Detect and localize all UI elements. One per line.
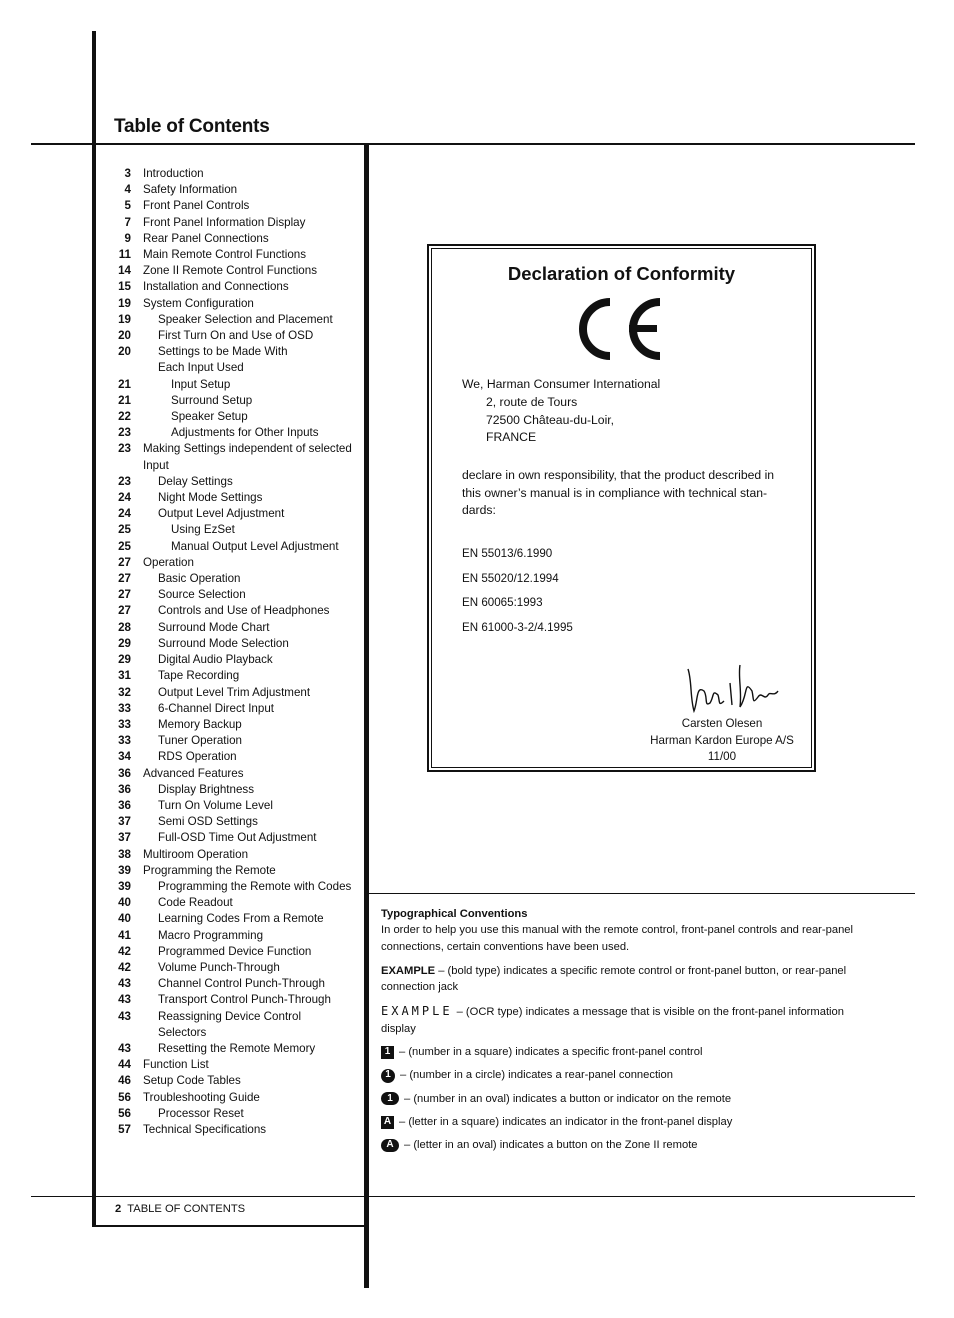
signer-name: Carsten Olesen bbox=[681, 717, 763, 730]
toc-entry-label: Memory Backup bbox=[158, 717, 242, 731]
toc-page-number: 19 bbox=[118, 312, 131, 326]
toc-entry bbox=[108, 425, 363, 441]
toc-entry bbox=[108, 312, 363, 328]
toc-page-number: 20 bbox=[118, 329, 131, 343]
toc-entry-label: Output Level Trim Adjustment bbox=[158, 685, 311, 699]
toc-page-number: 40 bbox=[118, 912, 131, 926]
toc-entry-label: Troubleshooting Guide bbox=[143, 1090, 260, 1104]
footer-rule bbox=[31, 1196, 915, 1197]
toc-page-number: 27 bbox=[118, 604, 131, 618]
toc-entry-label: Making Settings independent of selected bbox=[143, 442, 352, 456]
toc-page-number: 56 bbox=[118, 1106, 131, 1120]
toc-entry-label: Each Input Used bbox=[158, 361, 244, 375]
toc-entry bbox=[108, 1073, 363, 1089]
bold-convention bbox=[381, 963, 881, 996]
toc-entry-label: Input bbox=[143, 458, 169, 472]
toc-entry bbox=[108, 166, 363, 182]
footer-bottom-rule bbox=[92, 1225, 366, 1227]
toc-entry-label: Adjustments for Other Inputs bbox=[171, 426, 319, 440]
toc-entry-label: Digital Audio Playback bbox=[158, 653, 273, 667]
toc-entry bbox=[108, 571, 363, 587]
page-title: Table of Contents bbox=[114, 116, 270, 137]
conventions-heading: Typographical Conventions bbox=[381, 908, 528, 920]
toc-page-number: 32 bbox=[118, 685, 131, 699]
toc-entry-label: Processor Reset bbox=[158, 1106, 244, 1120]
toc-entry bbox=[108, 1106, 363, 1122]
toc-entry-label: Tuner Operation bbox=[158, 734, 242, 748]
toc-page-number: 11 bbox=[118, 248, 131, 262]
toc-page-number: 37 bbox=[118, 815, 131, 829]
toc-entry bbox=[108, 458, 363, 474]
toc-page-number: 31 bbox=[118, 669, 131, 683]
toc-entry-label: Technical Specifications bbox=[143, 1122, 267, 1136]
toc-page-number: 36 bbox=[118, 782, 131, 796]
toc-page-number: 19 bbox=[118, 296, 131, 310]
toc-page-number: 33 bbox=[118, 701, 131, 715]
toc-entry bbox=[108, 377, 363, 393]
toc-entry bbox=[108, 1122, 363, 1138]
toc-entry bbox=[108, 830, 363, 846]
toc-entry-label: Introduction bbox=[143, 167, 204, 180]
toc-page-number: 33 bbox=[118, 717, 131, 731]
ocr-example-term: EXAMPLE bbox=[381, 1004, 453, 1019]
toc-page-number: 41 bbox=[118, 928, 131, 942]
toc-entry bbox=[108, 182, 363, 198]
declaration-box bbox=[427, 244, 816, 772]
toc-entry bbox=[108, 636, 363, 652]
toc-entry bbox=[108, 506, 363, 522]
toc-entry bbox=[108, 814, 363, 830]
conventions-intro: In order to help you use this manual with the remote control, front-panel controls and rear-panel connections, certain conventions have been used. bbox=[381, 924, 853, 953]
ce-mark-icon bbox=[574, 296, 664, 367]
toc-entry-label: Rear Panel Connections bbox=[143, 231, 269, 245]
toc-entry bbox=[108, 798, 363, 814]
toc-entry-label: Settings to be Made With bbox=[158, 345, 288, 359]
toc-entry bbox=[108, 263, 363, 279]
toc-list bbox=[108, 166, 363, 1138]
convention-item-text: – (number in a square) indicates a specific front-panel control bbox=[399, 1046, 703, 1059]
standard-item: EN 55013/6.1990 bbox=[462, 547, 553, 560]
toc-entry-label: Basic Operation bbox=[158, 572, 241, 586]
toc-entry bbox=[108, 555, 363, 571]
toc-page-number: 22 bbox=[118, 410, 131, 424]
toc-page-number: 29 bbox=[118, 636, 131, 650]
toc-entry-label: Surround Setup bbox=[171, 393, 253, 407]
toc-entry-label: First Turn On and Use of OSD bbox=[158, 329, 314, 343]
toc-page-number: 34 bbox=[118, 750, 131, 764]
toc-entry-label: Front Panel Information Display bbox=[143, 215, 306, 229]
toc-entry-label: Front Panel Controls bbox=[143, 199, 250, 213]
toc-entry-label: Semi OSD Settings bbox=[158, 815, 258, 829]
toc-page-number: 36 bbox=[118, 798, 131, 812]
toc-page-number: 25 bbox=[118, 523, 131, 537]
toc-entry bbox=[108, 409, 363, 425]
standards-list bbox=[462, 547, 573, 645]
center-vertical-rule bbox=[364, 144, 369, 1288]
toc-entry-label: Zone II Remote Control Functions bbox=[143, 264, 317, 278]
letter-in-square-icon: A bbox=[381, 1116, 394, 1129]
toc-entry bbox=[108, 960, 363, 976]
toc-page-number: 7 bbox=[124, 215, 131, 229]
address-line: 72500 Château-du-Loir, bbox=[486, 412, 615, 427]
toc-entry-label: Speaker Setup bbox=[171, 410, 248, 424]
signatory-block bbox=[632, 716, 812, 766]
address-block bbox=[462, 376, 660, 447]
toc-page-number: 21 bbox=[118, 393, 131, 407]
toc-entry bbox=[108, 928, 363, 944]
toc-entry bbox=[108, 539, 363, 555]
toc-page-number: 23 bbox=[118, 474, 131, 488]
convention-item bbox=[381, 1067, 881, 1083]
toc-entry bbox=[108, 1057, 363, 1073]
toc-page-number: 14 bbox=[118, 264, 131, 278]
toc-page-number bbox=[108, 1025, 131, 1041]
toc-page-number: 39 bbox=[118, 879, 131, 893]
toc-page-number: 3 bbox=[124, 167, 131, 180]
toc-entry bbox=[108, 847, 363, 863]
signature-date: 11/00 bbox=[707, 750, 737, 763]
toc-entry-label: Setup Code Tables bbox=[143, 1074, 241, 1088]
toc-page-number: 43 bbox=[118, 1041, 131, 1055]
toc-page-number: 4 bbox=[124, 183, 131, 197]
address-line: We, Harman Consumer International bbox=[462, 377, 661, 391]
toc-entry bbox=[108, 231, 363, 247]
toc-page-number: 21 bbox=[118, 377, 131, 391]
toc-page-number: 46 bbox=[118, 1074, 131, 1088]
letter-in-oval-icon: A bbox=[381, 1139, 399, 1152]
toc-entry-label: Reassigning Device Control bbox=[158, 1009, 302, 1023]
toc-entry bbox=[108, 441, 363, 457]
toc-page-number bbox=[108, 360, 131, 376]
toc-entry-label: Channel Control Punch-Through bbox=[158, 977, 325, 991]
toc-entry bbox=[108, 198, 363, 214]
number-in-circle-icon: 1 bbox=[381, 1069, 395, 1083]
toc-entry-label: Function List bbox=[143, 1058, 209, 1072]
toc-entry-label: RDS Operation bbox=[158, 750, 237, 764]
toc-page-number: 28 bbox=[118, 620, 131, 634]
toc-entry bbox=[108, 522, 363, 538]
toc-entry bbox=[108, 1025, 363, 1041]
address-line: FRANCE bbox=[486, 430, 537, 445]
toc-entry-label: Main Remote Control Functions bbox=[143, 248, 307, 262]
toc-entry-label: Display Brightness bbox=[158, 782, 255, 796]
toc-page-number: 20 bbox=[118, 345, 131, 359]
toc-page-number: 27 bbox=[118, 555, 131, 569]
toc-entry-label: Programming the Remote bbox=[143, 863, 276, 877]
toc-entry bbox=[108, 685, 363, 701]
toc-entry-label: Surround Mode Chart bbox=[158, 620, 270, 634]
standard-item: EN 60065:1993 bbox=[462, 596, 543, 609]
toc-page-number: 24 bbox=[118, 507, 131, 521]
toc-entry bbox=[108, 992, 363, 1008]
toc-entry-label: Transport Control Punch-Through bbox=[158, 993, 331, 1007]
toc-page-number: 9 bbox=[124, 231, 131, 245]
toc-entry-label: Safety Information bbox=[143, 183, 238, 197]
toc-entry-label: Volume Punch-Through bbox=[158, 960, 280, 974]
toc-entry-label: Source Selection bbox=[158, 588, 246, 602]
toc-entry bbox=[108, 717, 363, 733]
convention-item bbox=[381, 1114, 881, 1130]
toc-entry bbox=[108, 1090, 363, 1106]
toc-entry bbox=[108, 976, 363, 992]
convention-item bbox=[381, 1091, 881, 1107]
toc-entry-label: Delay Settings bbox=[158, 474, 233, 488]
toc-entry-label: Programmed Device Function bbox=[158, 944, 312, 958]
bold-example-desc: – (bold type) indicates a specific remote control or front-panel button, or rear-panel connection jack bbox=[381, 964, 847, 994]
header-rule bbox=[31, 143, 915, 145]
toc-entry-label: Code Readout bbox=[158, 896, 233, 910]
toc-page-number: 44 bbox=[118, 1058, 131, 1072]
toc-entry bbox=[108, 668, 363, 684]
toc-entry bbox=[108, 587, 363, 603]
toc-entry bbox=[108, 1009, 363, 1025]
convention-item-text: – (number in a circle) indicates a rear-panel connection bbox=[400, 1069, 673, 1082]
standard-item: EN 55020/12.1994 bbox=[462, 571, 559, 585]
toc-entry-label: Multiroom Operation bbox=[143, 847, 249, 861]
convention-item-text: – (letter in an oval) indicates a button on the Zone II remote bbox=[404, 1139, 698, 1152]
toc-entry bbox=[108, 360, 363, 376]
toc-entry bbox=[108, 279, 363, 295]
toc-entry bbox=[108, 296, 363, 312]
toc-entry bbox=[108, 393, 363, 409]
toc-entry bbox=[108, 490, 363, 506]
conventions-rule bbox=[369, 893, 915, 894]
toc-entry bbox=[108, 328, 363, 344]
toc-page-number: 57 bbox=[118, 1122, 131, 1136]
toc-page-number: 5 bbox=[124, 199, 131, 213]
toc-entry-label: Resetting the Remote Memory bbox=[158, 1041, 316, 1055]
toc-entry-label: Tape Recording bbox=[158, 669, 240, 683]
toc-entry bbox=[108, 782, 363, 798]
toc-entry bbox=[108, 620, 363, 636]
signer-company: Harman Kardon Europe A/S bbox=[650, 733, 794, 747]
toc-page-number: 23 bbox=[118, 442, 131, 456]
number-in-oval-icon: 1 bbox=[381, 1092, 399, 1105]
toc-entry bbox=[108, 749, 363, 765]
toc-page-number: 23 bbox=[118, 426, 131, 440]
toc-entry bbox=[108, 733, 363, 749]
toc-page-number: 24 bbox=[118, 491, 131, 505]
toc-entry bbox=[108, 895, 363, 911]
toc-entry-label: Input Setup bbox=[171, 377, 231, 391]
toc-page-number: 42 bbox=[118, 944, 131, 958]
toc-page-number: 43 bbox=[118, 977, 131, 991]
toc-page-number: 56 bbox=[118, 1090, 131, 1104]
toc-entry-label: Learning Codes From a Remote bbox=[158, 912, 324, 926]
toc-page-number: 43 bbox=[118, 993, 131, 1007]
declaration-statement: declare in own responsibility, that the product described in this owner’s manual is in compliance with technical stan-dards: bbox=[462, 468, 775, 517]
toc-page-number: 36 bbox=[118, 766, 131, 780]
toc-entry-label: Using EzSet bbox=[171, 523, 235, 537]
toc-page-number: 33 bbox=[118, 734, 131, 748]
number-in-square-icon: 1 bbox=[381, 1046, 394, 1059]
toc-page-number: 29 bbox=[118, 653, 131, 667]
footer-section: TABLE OF CONTENTS bbox=[127, 1203, 246, 1215]
toc-page-number: 15 bbox=[118, 280, 131, 294]
toc-entry-label: Programming the Remote with Codes bbox=[158, 879, 352, 893]
toc-entry bbox=[108, 344, 363, 360]
toc-entry-label: Controls and Use of Headphones bbox=[158, 604, 330, 618]
declaration-title: Declaration of Conformity bbox=[507, 263, 736, 284]
convention-item-text: – (number in an oval) indicates a button or indicator on the remote bbox=[404, 1092, 732, 1105]
convention-item-text: – (letter in a square) indicates an indicator in the front-panel display bbox=[399, 1115, 733, 1128]
toc-page-number: 40 bbox=[118, 896, 131, 910]
toc-entry bbox=[108, 766, 363, 782]
toc-entry-label: 6-Channel Direct Input bbox=[158, 701, 274, 715]
toc-entry bbox=[108, 944, 363, 960]
left-vertical-rule bbox=[92, 31, 96, 1227]
toc-page-number: 25 bbox=[118, 539, 131, 553]
toc-page-number: 27 bbox=[118, 572, 131, 586]
standard-item: EN 61000-3-2/4.1995 bbox=[462, 620, 573, 634]
toc-entry-label: System Configuration bbox=[143, 296, 254, 310]
toc-page-number: 37 bbox=[118, 831, 131, 845]
toc-entry bbox=[108, 879, 363, 895]
address-line: 2, route de Tours bbox=[486, 394, 578, 409]
toc-page-number: 42 bbox=[118, 960, 131, 974]
toc-entry-label: Surround Mode Selection bbox=[158, 636, 289, 650]
convention-symbol-list bbox=[381, 1044, 881, 1153]
toc-entry-label: Macro Programming bbox=[158, 928, 264, 942]
page-footer bbox=[115, 1203, 245, 1215]
toc-page-number bbox=[108, 458, 131, 474]
toc-entry-label: Selectors bbox=[158, 1025, 207, 1039]
toc-entry-label: Manual Output Level Adjustment bbox=[171, 539, 339, 553]
toc-entry-label: Output Level Adjustment bbox=[158, 507, 285, 521]
toc-entry bbox=[108, 247, 363, 263]
ocr-convention bbox=[381, 1003, 881, 1037]
toc-entry bbox=[108, 603, 363, 619]
toc-page-number: 27 bbox=[118, 588, 131, 602]
convention-item bbox=[381, 1044, 881, 1060]
ocr-example-desc: – (OCR type) indicates a message that is visible on the front-panel information display bbox=[381, 1006, 844, 1035]
bold-example-term: EXAMPLE bbox=[381, 964, 436, 977]
toc-entry bbox=[108, 911, 363, 927]
convention-item bbox=[381, 1137, 881, 1153]
toc-entry-label: Turn On Volume Level bbox=[158, 798, 273, 812]
toc-page-number: 39 bbox=[118, 863, 131, 877]
toc-entry-label: Full-OSD Time Out Adjustment bbox=[158, 831, 317, 845]
declaration-inner-border bbox=[431, 248, 812, 768]
typographical-conventions bbox=[381, 906, 881, 1154]
toc-entry-label: Speaker Selection and Placement bbox=[158, 312, 333, 326]
toc-entry bbox=[108, 215, 363, 231]
toc-entry-label: Night Mode Settings bbox=[158, 491, 263, 505]
toc-entry bbox=[108, 652, 363, 668]
toc-page-number: 38 bbox=[118, 847, 131, 861]
toc-entry-label: Installation and Connections bbox=[143, 280, 289, 294]
page-number: 2 bbox=[115, 1203, 122, 1215]
handwritten-signature bbox=[682, 661, 782, 722]
toc-entry-label: Advanced Features bbox=[143, 766, 244, 780]
toc-entry-label: Operation bbox=[143, 555, 194, 569]
toc-entry bbox=[108, 1041, 363, 1057]
toc-entry bbox=[108, 863, 363, 879]
toc-page-number: 43 bbox=[118, 1009, 131, 1023]
toc-entry bbox=[108, 701, 363, 717]
toc-entry bbox=[108, 474, 363, 490]
